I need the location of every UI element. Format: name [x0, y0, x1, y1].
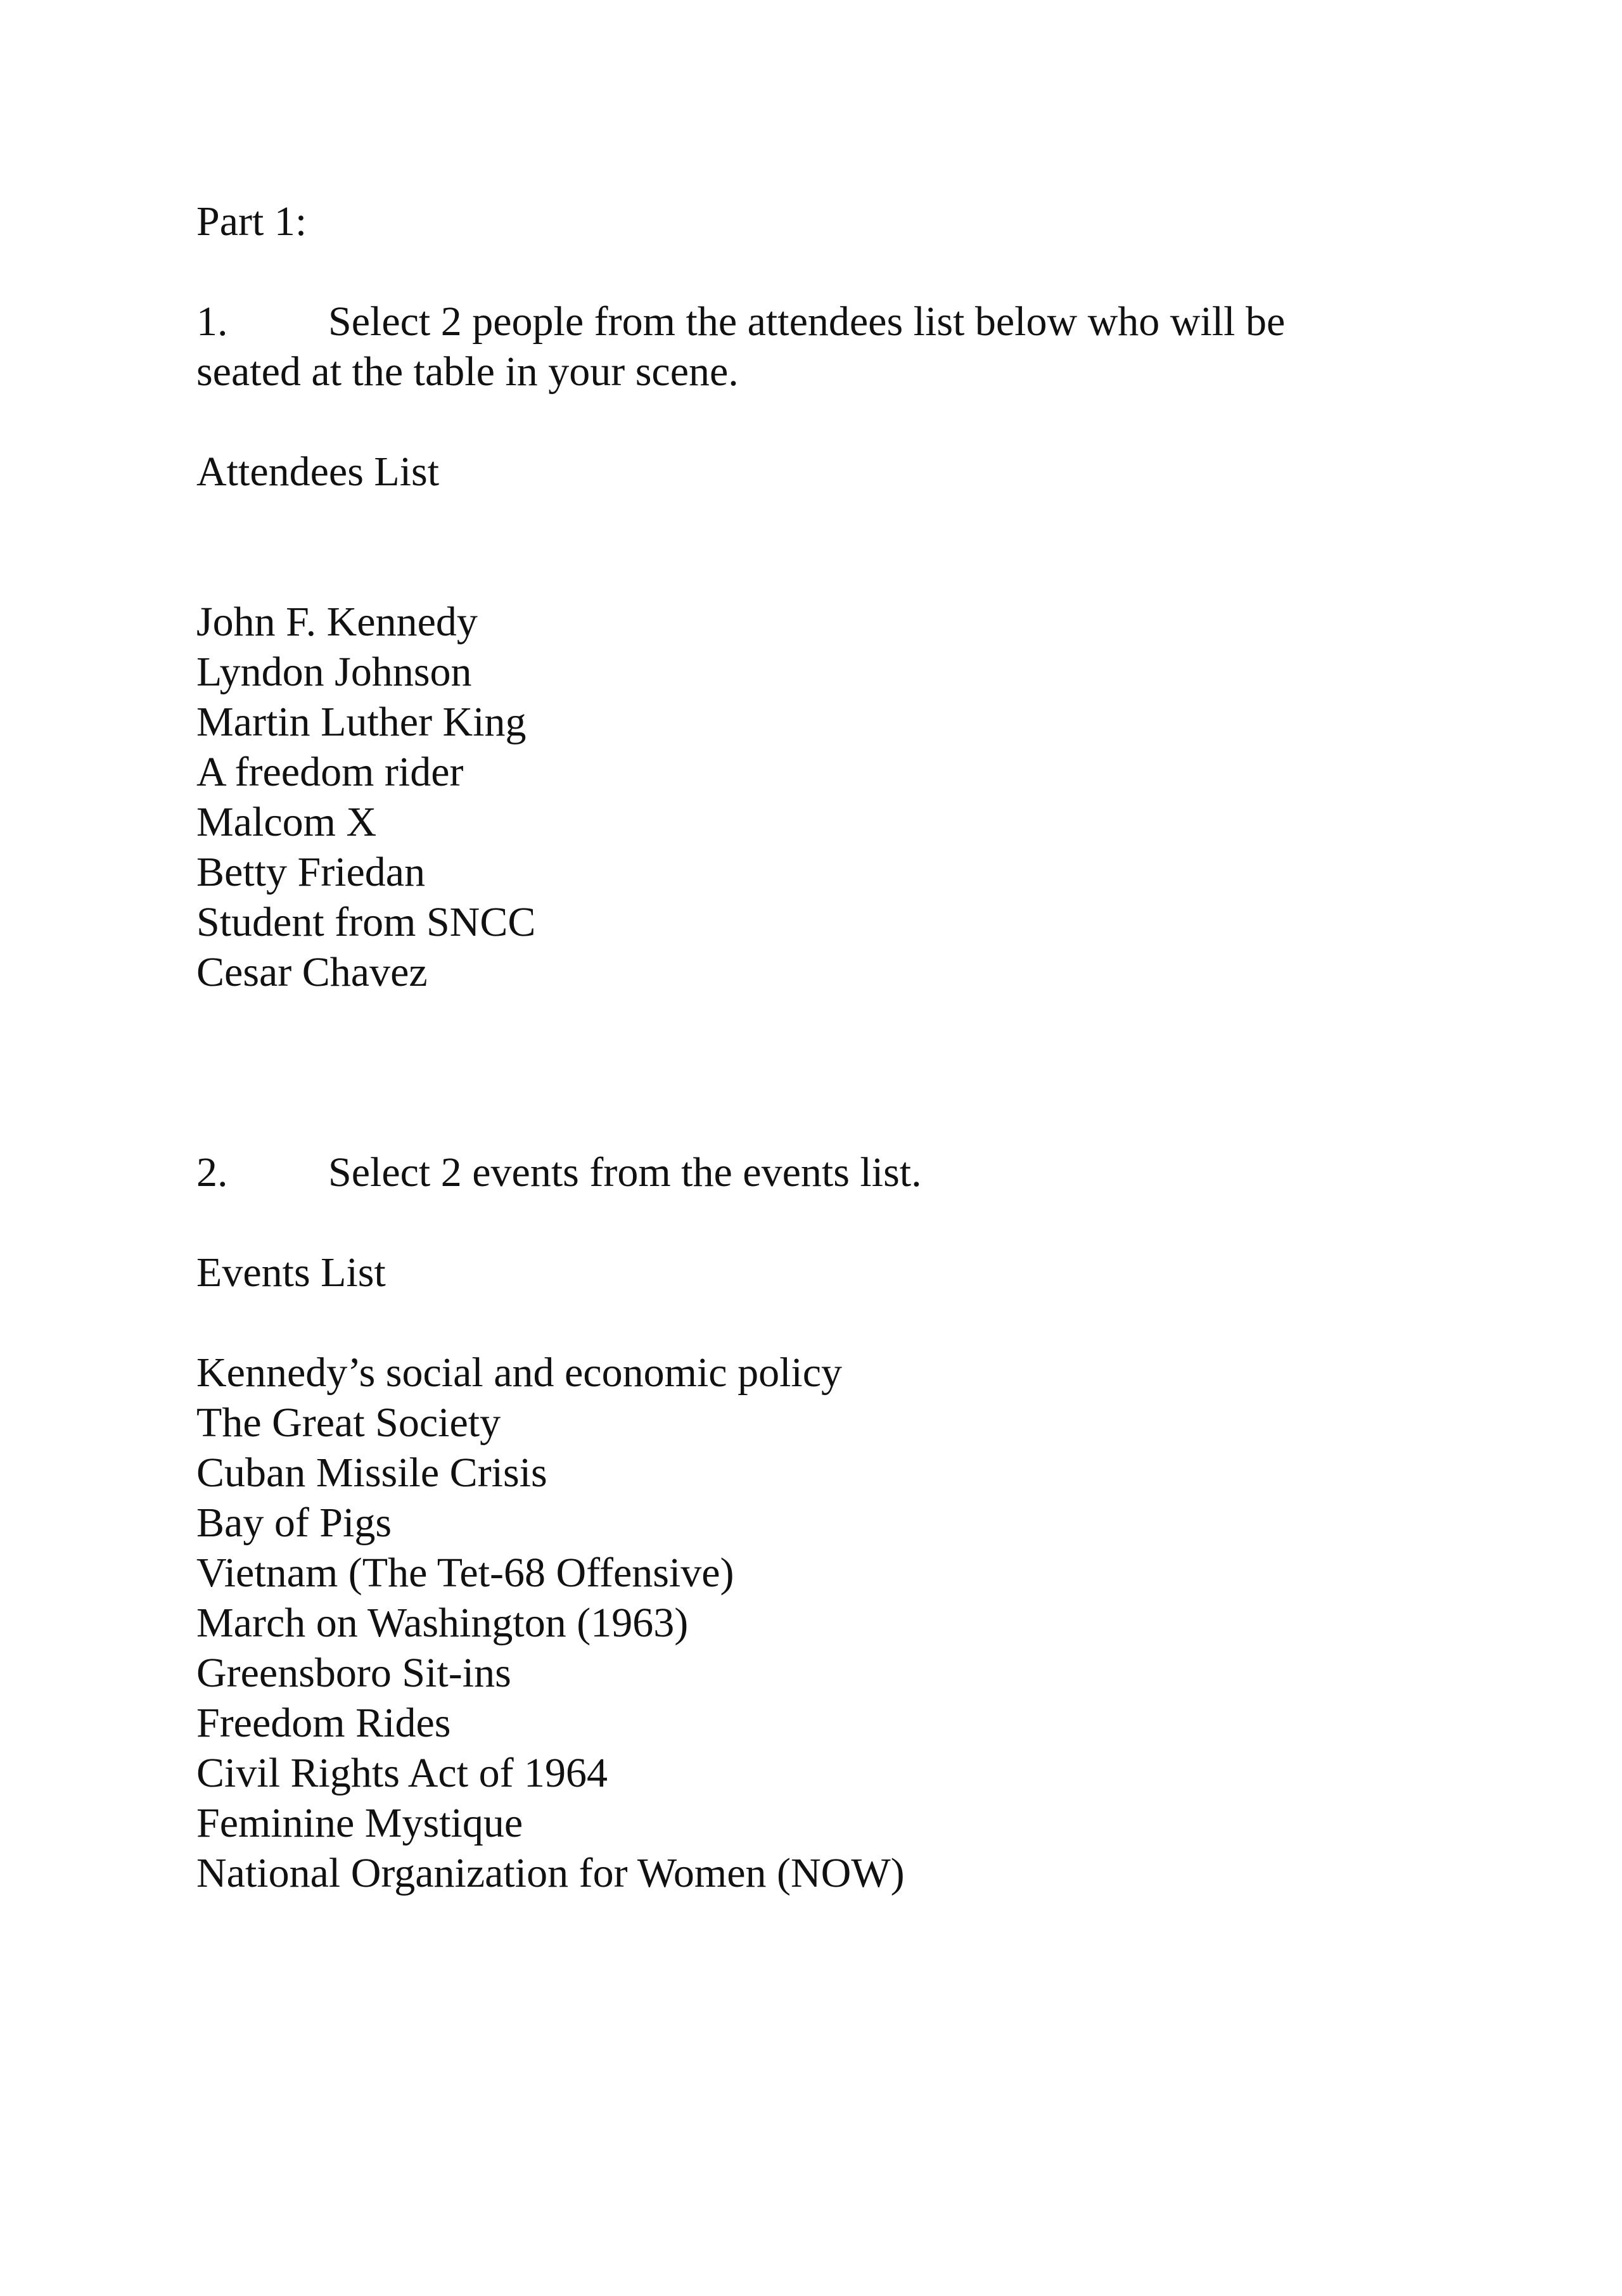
question-2: [196, 1147, 1464, 1197]
question-2-number: 2.: [196, 1149, 228, 1196]
event-item: Feminine Mystique: [196, 1800, 523, 1846]
event-item: Greensboro Sit-ins: [196, 1650, 511, 1696]
question-2-text: Select 2 events from the events list.: [328, 1149, 922, 1196]
spacer: [196, 497, 1464, 597]
attendee-item: Student from SNCC: [196, 899, 536, 945]
question-1: [196, 297, 1464, 347]
event-item: Kennedy’s social and economic policy: [196, 1349, 843, 1396]
attendee-item: John F. Kennedy: [196, 599, 478, 645]
attendees-list-heading: Attendees List: [196, 449, 440, 495]
attendee-item: A freedom rider: [196, 749, 464, 795]
attendee-item: Martin Luther King: [196, 699, 527, 745]
question-1-line-2: seated at the table in your scene.: [196, 348, 739, 395]
attendee-item: Cesar Chavez: [196, 949, 428, 995]
attendee-item: Lyndon Johnson: [196, 649, 472, 695]
spacer: [196, 1298, 1464, 1348]
event-item: March on Washington (1963): [196, 1600, 689, 1646]
question-1-number: 1.: [196, 298, 228, 345]
event-item: Vietnam (The Tet-68 Offensive): [196, 1550, 734, 1596]
part-heading: Part 1:: [196, 198, 307, 245]
event-item: Bay of Pigs: [196, 1500, 392, 1546]
attendees-list: [196, 597, 1464, 997]
event-item: Civil Rights Act of 1964: [196, 1750, 608, 1796]
events-list-heading: Events List: [196, 1249, 386, 1296]
event-item: Cuban Missile Crisis: [196, 1450, 547, 1496]
spacer: [196, 397, 1464, 447]
attendee-item: Betty Friedan: [196, 849, 426, 895]
question-1-line-1: Select 2 people from the attendees list below who will be: [328, 298, 1286, 345]
attendee-item: Malcom X: [196, 799, 377, 845]
event-item: National Organization for Women (NOW): [196, 1850, 905, 1896]
spacer: [196, 997, 1464, 1147]
document-content: [196, 196, 1464, 1898]
spacer: [196, 1197, 1464, 1247]
event-item: The Great Society: [196, 1400, 501, 1446]
spacer: [196, 246, 1464, 297]
events-list: [196, 1348, 1464, 1898]
event-item: Freedom Rides: [196, 1700, 451, 1746]
